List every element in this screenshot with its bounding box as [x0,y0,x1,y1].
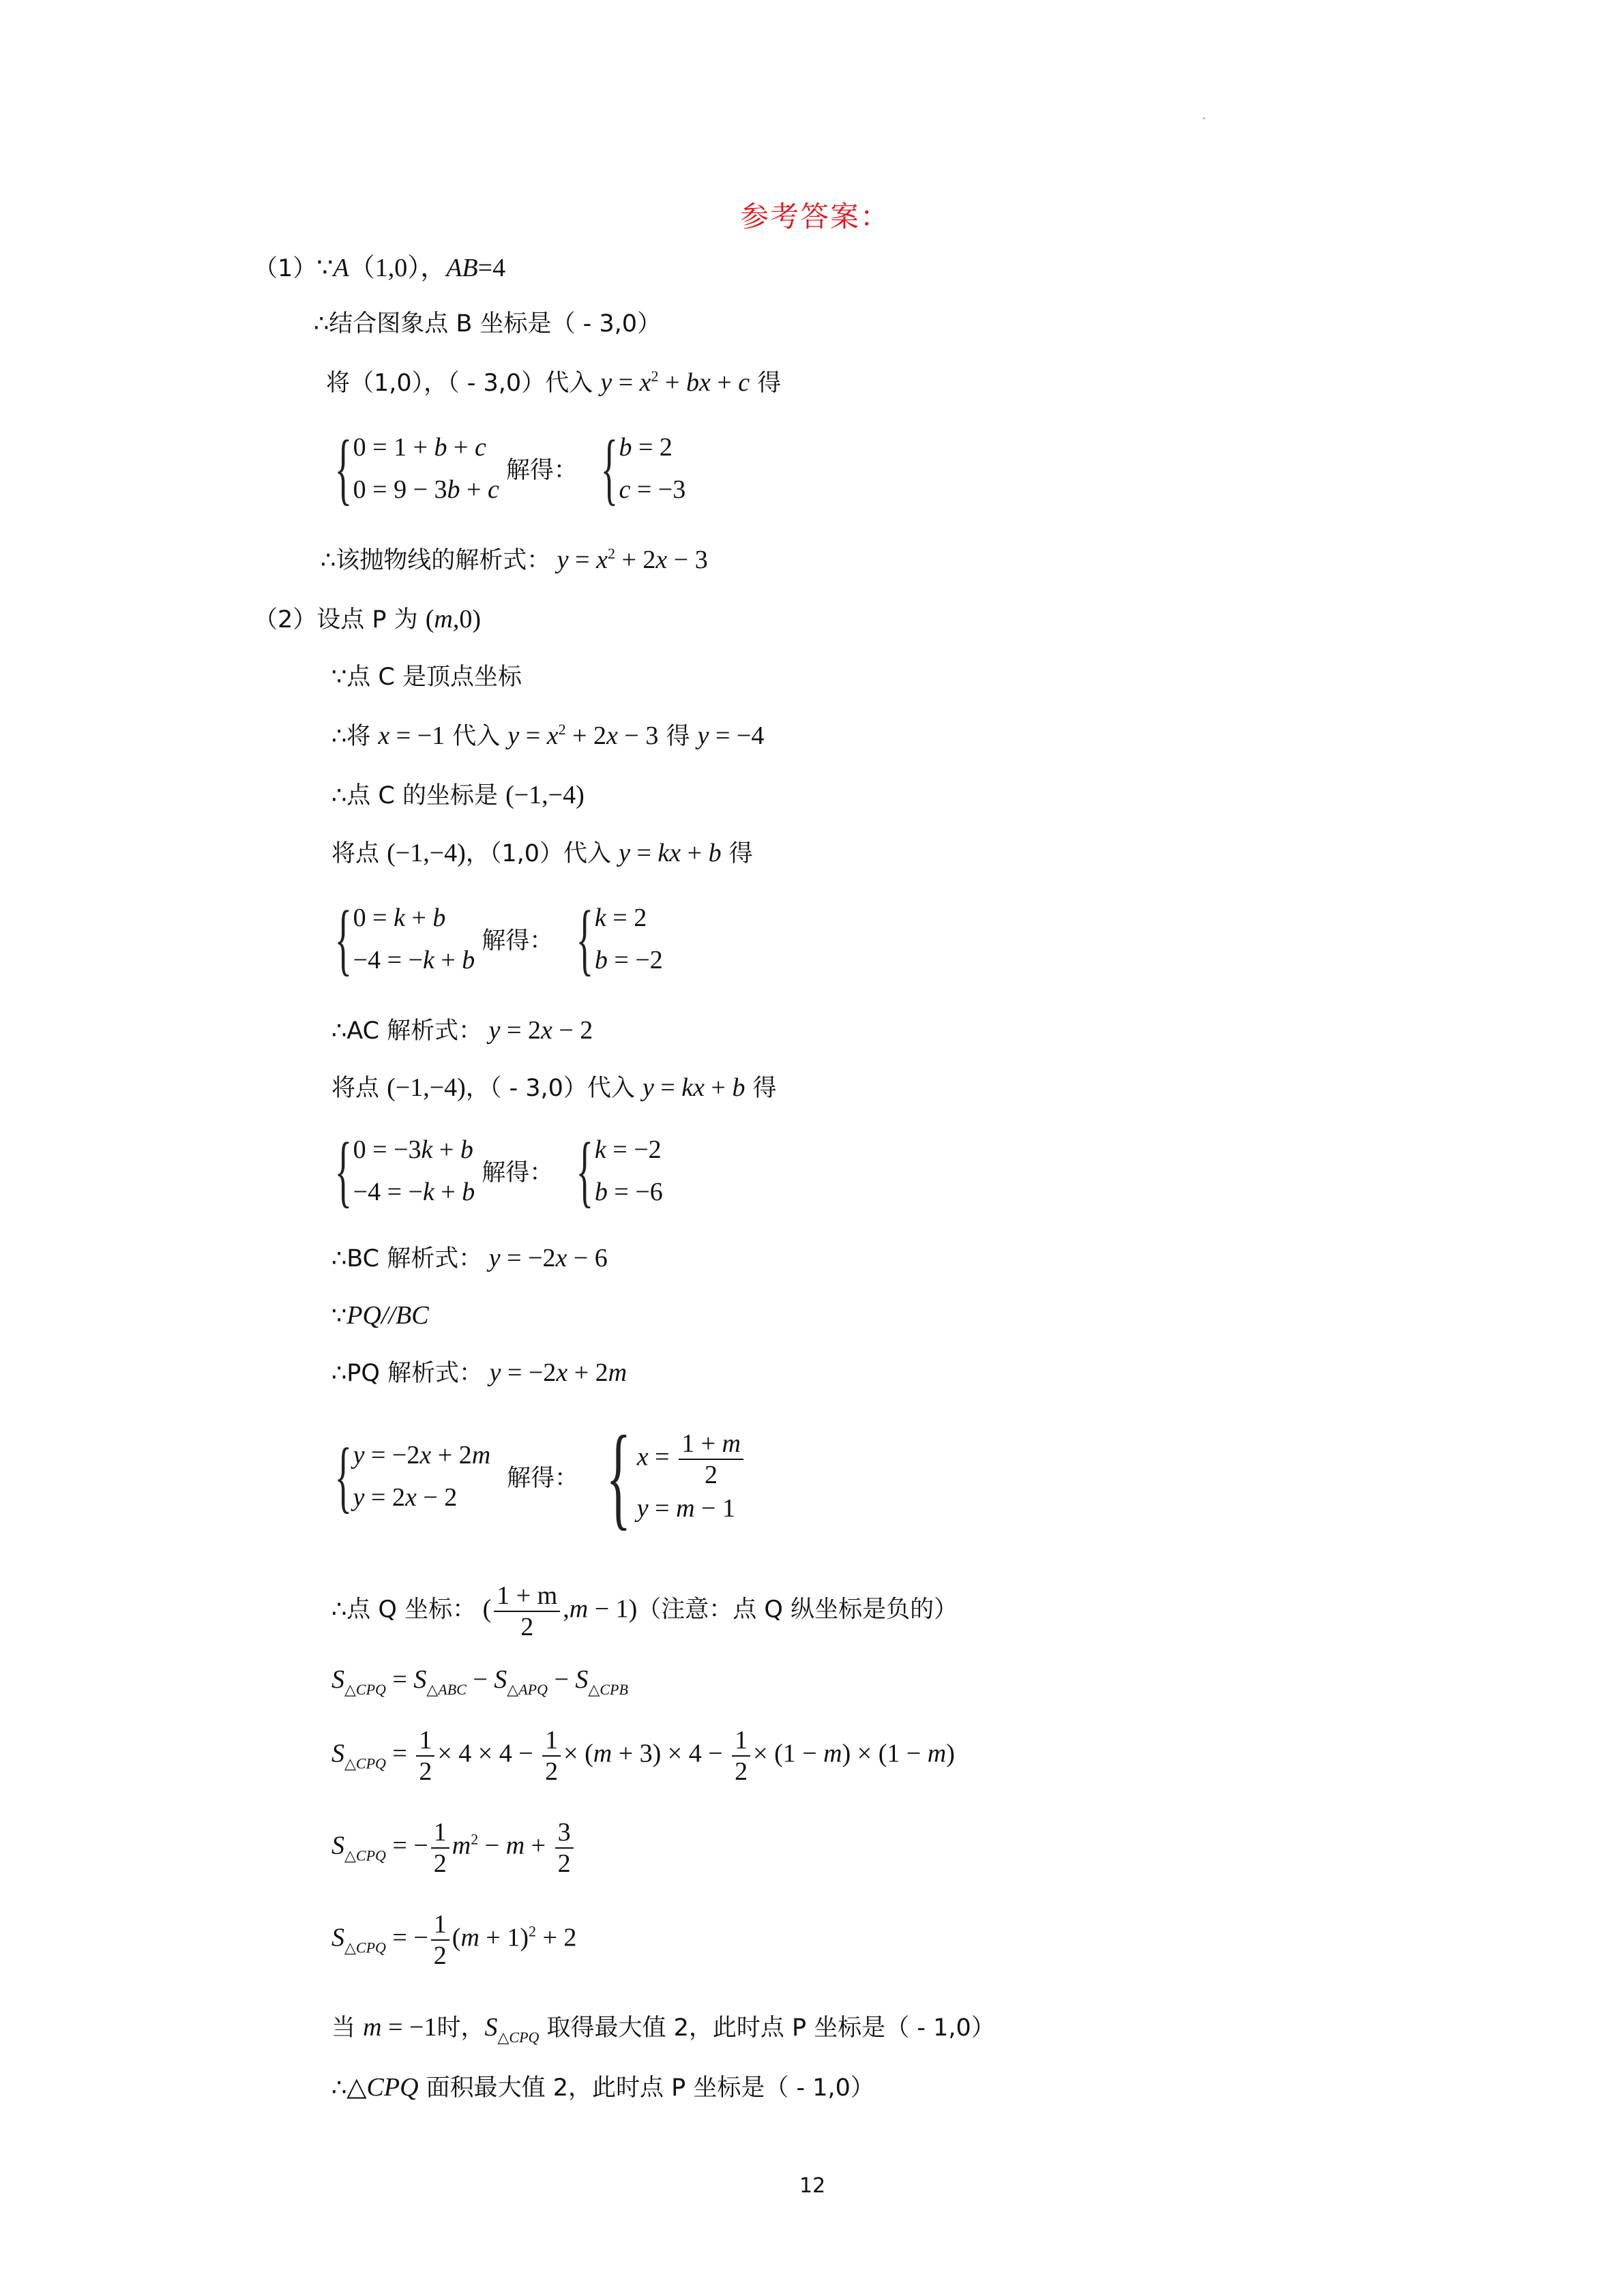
part2-sub-bc: 将点 (−1,−4)，（ - 3,0）代入 y = kx + b 得 [331,1073,777,1102]
system-eq1: 0 = −3k + b [353,1135,473,1164]
part2-c-coord: ∴点 C 的坐标是 (−1,−4) [331,781,585,809]
system-eq1: y = −2x + 2m [353,1441,491,1470]
system-eq2: −4 = −k + b [353,1178,475,1206]
part2-sub-x: ∴将 x = −1 代入 $y = x^2 + 2x - 3$ 得 y = −4 [331,721,765,750]
area-formula-2: $S_{\triangle CPQ}$ = $\frac{1}{2}$ × 4 × 4 − $\frac{1}{2}$ × (m + 3) × 4 − $\frac{1}{2}$ × (1 − m) × (1 − m) [331,1726,955,1786]
part1-label: （1） [254,255,317,282]
scan-artifact-dot [1203,117,1205,119]
left-brace-icon: { [606,1412,632,1540]
part2-ac-eq: ∴AC 解析式： y = 2x − 2 [331,1016,593,1045]
part2-conclusion: ∴△CPQ 面积最大值 2，此时点 P 坐标是（ - 1,0） [331,2073,874,2102]
part2-bc-eq: ∴BC 解析式： y = −2x − 6 [331,1244,608,1272]
system-eq2: y = 2x − 2 [353,1483,458,1512]
part2-system-pq [324,1412,746,1540]
system-eq2: −4 = −k + b [353,946,475,974]
solution-b: b = 2 [619,433,673,462]
left-brace-icon: { [334,1431,353,1521]
area-formula-4: $S_{\triangle CPQ}$ = − $\frac{1}{2}$ $(m + 1)^2 + 2$ [331,1910,577,1970]
area-formula-1: $S_{\triangle CPQ} = S_{\triangle ABC} - S_{\triangle APQ} - S_{\triangle CPB}$ [331,1665,628,1698]
solution-c: c = −3 [619,475,686,504]
solution-k: k = 2 [594,904,647,932]
part1-system [324,423,686,513]
part2-label: （2） [254,606,317,633]
part2-sub-ac: 将点 (−1,−4)，（1,0）代入 y = kx + b 得 [331,839,753,867]
part2-pq-eq: ∴PQ 解析式： y = −2x + 2m [331,1358,628,1387]
left-brace-icon: { [576,894,594,983]
system-eq1: 0 = k + b [353,904,446,932]
part2-system-bc [324,1126,663,1215]
solution-y: y = m − 1 [636,1494,735,1523]
solution-x: x = $\frac{1 + m}{2}$ [637,1429,746,1490]
page-title: 参考答案： [740,200,891,233]
page-number: 12 [799,2174,826,2198]
part1-b-point: ∴结合图象点 B 坐标是（ - 3,0） [314,310,662,338]
solve-label: 解得： [482,1159,554,1187]
solve-label: 解得： [507,1465,579,1492]
solution-b: b = −2 [594,946,663,974]
part2-when: 当 m = −1时，$S_{\triangle CPQ}$ 取得最大值 2，此时点 P 坐标是（ - 1,0） [331,2013,995,2046]
solve-label: 解得： [505,457,578,484]
left-brace-icon: { [334,423,353,513]
left-brace-icon: { [576,1126,594,1215]
part2-vertex: ∵点 C 是顶点坐标 [331,664,522,691]
left-brace-icon: { [334,894,353,983]
area-formula-3: $S_{\triangle CPQ}$ = − $\frac{1}{2}$ $m^2 - m$ + $\frac{3}{2}$ [331,1817,576,1879]
solution-b: b = −6 [594,1178,663,1206]
part1-given-text: ∵A（1,0），AB=4 [316,254,506,282]
solution-k: k = −2 [594,1135,662,1164]
left-brace-icon: { [600,423,618,513]
part1-given [254,252,505,284]
part2-q-coord: ∴点 Q 坐标： ( $\frac{1 + m}{2}$ ,m − 1)（注意：点 Q 纵坐标是负的） [331,1581,958,1641]
part2-system-ac [324,894,663,983]
part2-parallel: ∵PQ//BC [331,1301,429,1330]
system-eq1: 0 = 1 + b + c [353,433,486,462]
part1-substitute: 将（1,0），（ - 3,0）代入 $y = x^2$ + bx + c 得 [326,368,782,397]
system-eq2: 0 = 9 − 3b + c [353,475,499,504]
part1-result: ∴该抛物线的解析式： $y = x^2 + 2x - 3$ [321,545,708,574]
solve-label: 解得： [482,927,554,955]
part2-set-p: （2）设点 P 为 (m,0) [254,605,482,633]
left-brace-icon: { [334,1126,353,1215]
